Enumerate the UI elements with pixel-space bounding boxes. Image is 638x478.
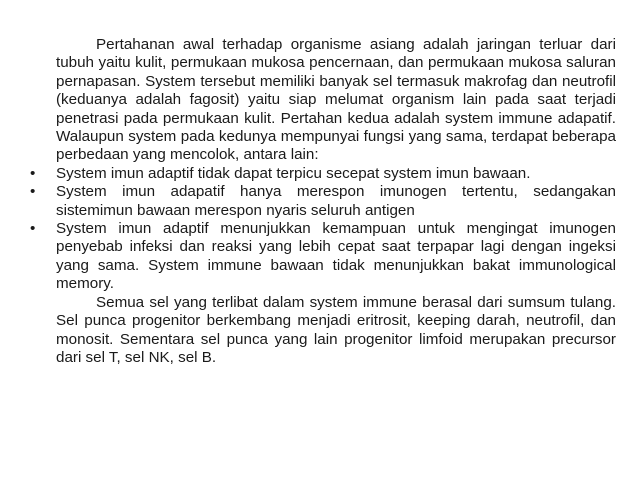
list-item-text: System imun adaptif menunjukkan kemampuan untuk mengingat imunogen penyebab infeksi dan reaksi yang lebih cepat saat terpapar lagi dengan ingeksi yang sama. System immune bawaan tidak menunjukkan bakat immunological memory. <box>56 220 616 293</box>
intro-paragraph: Pertahanan awal terhadap organisme asiang adalah jaringan terluar dari tubuh yaitu kulit, permukaan mukosa pencernaan, dan permukaan mukosa saluran pernapasan. System tersebut memiliki banyak sel termasuk makrofag dan neutrofil (keduanya adalah fagosit) yaitu siap melumat organism lain pada saat terjadi penetrasi pada permukaan kulit. Pertahan kedua adalah system immune adapatif. Walaupun system pada kedunya mempunyai fungsi yang sama, terdapat beberapa perbedaan yang mencolok, antara lain: <box>56 36 616 164</box>
closing-paragraph: Semua sel yang terlibat dalam system immune berasal dari sumsum tulang. Sel punca progenitor berkembang menjadi eritrosit, keeping darah, neutrofil, dan monosit. Sementara sel punca yang lain progenitor limfoid merupakan precursor dari sel T, sel NK, sel B. <box>56 293 616 366</box>
bullet-icon: • <box>30 183 36 201</box>
bullet-icon: • <box>30 220 36 238</box>
list-item-text: System imun adaptif tidak dapat terpicu secepat system imun bawaan. <box>56 164 531 182</box>
slide-content <box>28 36 616 367</box>
list-item-text: System imun adapatif hanya merespon imunogen tertentu, sedangakan sistemimun bawaan merespon nyaris seluruh antigen <box>56 183 616 219</box>
list-item <box>28 220 616 294</box>
list-item <box>28 165 616 183</box>
bullet-icon: • <box>30 164 36 182</box>
list-item <box>28 183 616 220</box>
difference-list <box>28 165 616 294</box>
